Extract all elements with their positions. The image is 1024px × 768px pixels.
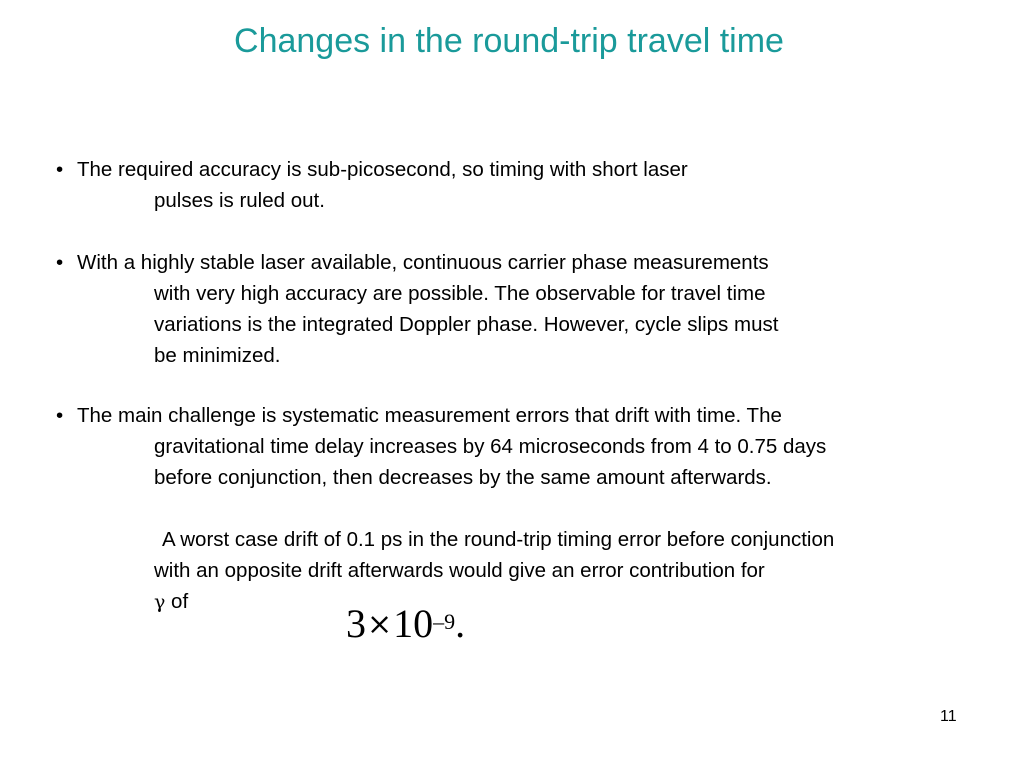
formula (346, 600, 465, 654)
bullet-2-line-2: with very high accuracy are possible. The observable for travel time (154, 282, 766, 305)
formula-times-sign: × (367, 607, 393, 642)
gamma-symbol: γ (154, 591, 166, 613)
bullet-3-line-2: gravitational time delay increases by 64 microseconds from 4 to 0.75 days (154, 435, 827, 458)
bullet-1-line-2: pulses is ruled out. (154, 189, 325, 212)
paragraph-line-3 (154, 590, 188, 614)
bullet-2-line-1: With a highly stable laser available, continuous carrier phase measurements (77, 251, 769, 274)
formula-coefficient: 3 (346, 601, 366, 646)
bullet-2-line-4: be minimized. (154, 344, 281, 367)
page-number: 11 (940, 708, 957, 725)
formula-terminator: . (455, 601, 466, 646)
paragraph-line-2: with an opposite drift afterwards would give an error contribution for (154, 559, 765, 582)
formula-exponent: –9 (433, 609, 456, 634)
slide-title: Changes in the round-trip travel time (234, 22, 784, 60)
bullet-2-line-3: variations is the integrated Doppler phase. However, cycle slips must (154, 313, 779, 336)
bullet-marker: • (56, 404, 64, 427)
paragraph-line-1: A worst case drift of 0.1 ps in the round-trip timing error before conjunction (162, 528, 835, 551)
gamma-suffix-text: of (165, 590, 189, 613)
bullet-marker: • (56, 158, 64, 181)
bullet-3-line-3: before conjunction, then decreases by the same amount afterwards. (154, 466, 772, 489)
formula-base: 10 (393, 601, 434, 646)
bullet-3-line-1: The main challenge is systematic measurement errors that drift with time. The (77, 404, 782, 427)
bullet-1-line-1: The required accuracy is sub-picosecond, so timing with short laser (77, 158, 688, 181)
bullet-marker: • (56, 251, 64, 274)
